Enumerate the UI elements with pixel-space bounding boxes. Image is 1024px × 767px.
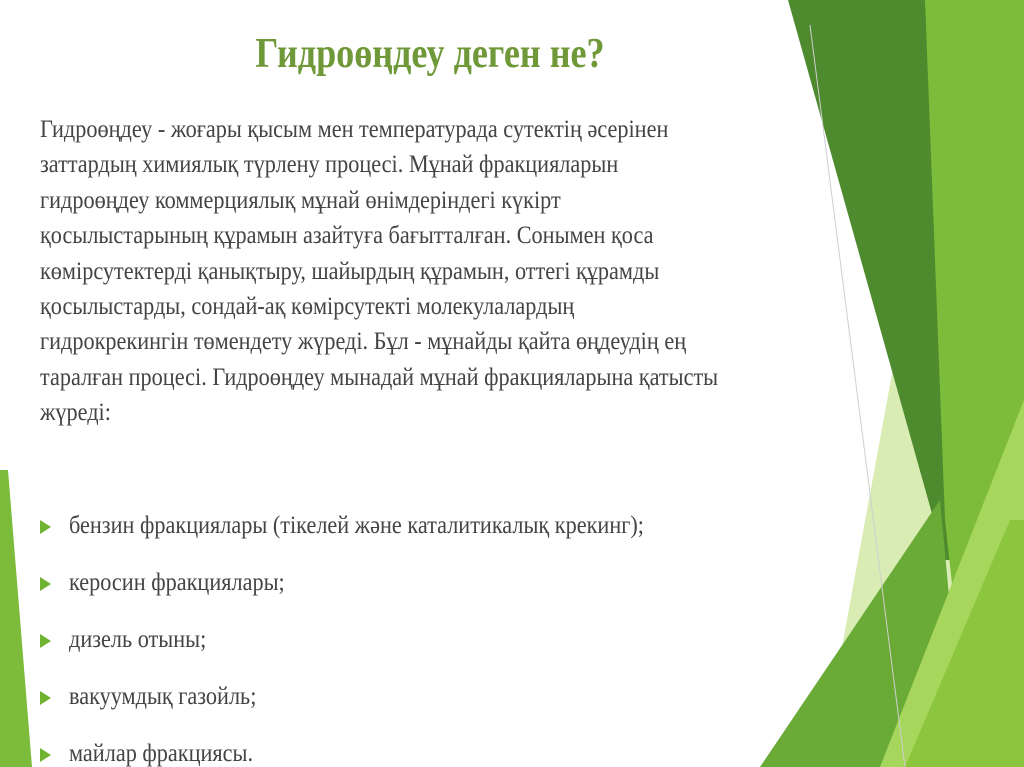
triangle-bullet-icon [40, 577, 51, 591]
paragraph-line: қосылыстарының құрамын азайтуға бағытталған. Сонымен қоса [40, 222, 654, 250]
list-item [40, 668, 715, 725]
paragraph-line: таралған процесі. Гидроөңдеу мынадай мұнай фракцияларына қатысты [40, 363, 719, 391]
list-item-text: майлар фракциясы. [69, 739, 254, 767]
triangle-bullet-icon [40, 634, 51, 648]
list-item-text: дизель отыны; [69, 625, 207, 653]
triangle-bullet-icon [40, 520, 51, 534]
list-item [40, 725, 715, 767]
list-item [40, 497, 715, 554]
triangle-bullet-icon [40, 748, 51, 762]
list-item-text: керосин фракциялары; [69, 568, 285, 596]
list-item [40, 554, 715, 611]
list-item-text: бензин фракциялары (тікелей және каталитикалық крекинг); [69, 511, 644, 539]
list-item [40, 611, 715, 668]
paragraph-line: заттардың химиялық түрлену процесі. Мұнай фракцияларын [40, 151, 619, 179]
paragraph-line: жүреді: [40, 399, 111, 427]
paragraph [40, 112, 832, 431]
paragraph-line: гидрокрекингін төмендету жүреді. Бұл - мұнайды қайта өңдеудің ең [40, 328, 687, 356]
slide-title: Гидроөңдеу деген не? [255, 31, 605, 77]
list-item-text: вакуумдық газойль; [69, 682, 257, 710]
paragraph-line: гидроөңдеу коммерциялық мұнай өнімдеріндегі күкірт [40, 186, 561, 214]
triangle-bullet-icon [40, 691, 51, 705]
paragraph-line: Гидроөңдеу - жоғары қысым мен температурада сутектің әсерінен [40, 116, 669, 143]
paragraph-line: қосылыстарды, сондай-ақ көмірсутекті молекулалардың [40, 293, 575, 321]
bullet-list [40, 497, 715, 767]
paragraph-line: көмірсутектерді қанықтыру, шайырдың құрамын, оттегі құрамды [40, 257, 660, 285]
